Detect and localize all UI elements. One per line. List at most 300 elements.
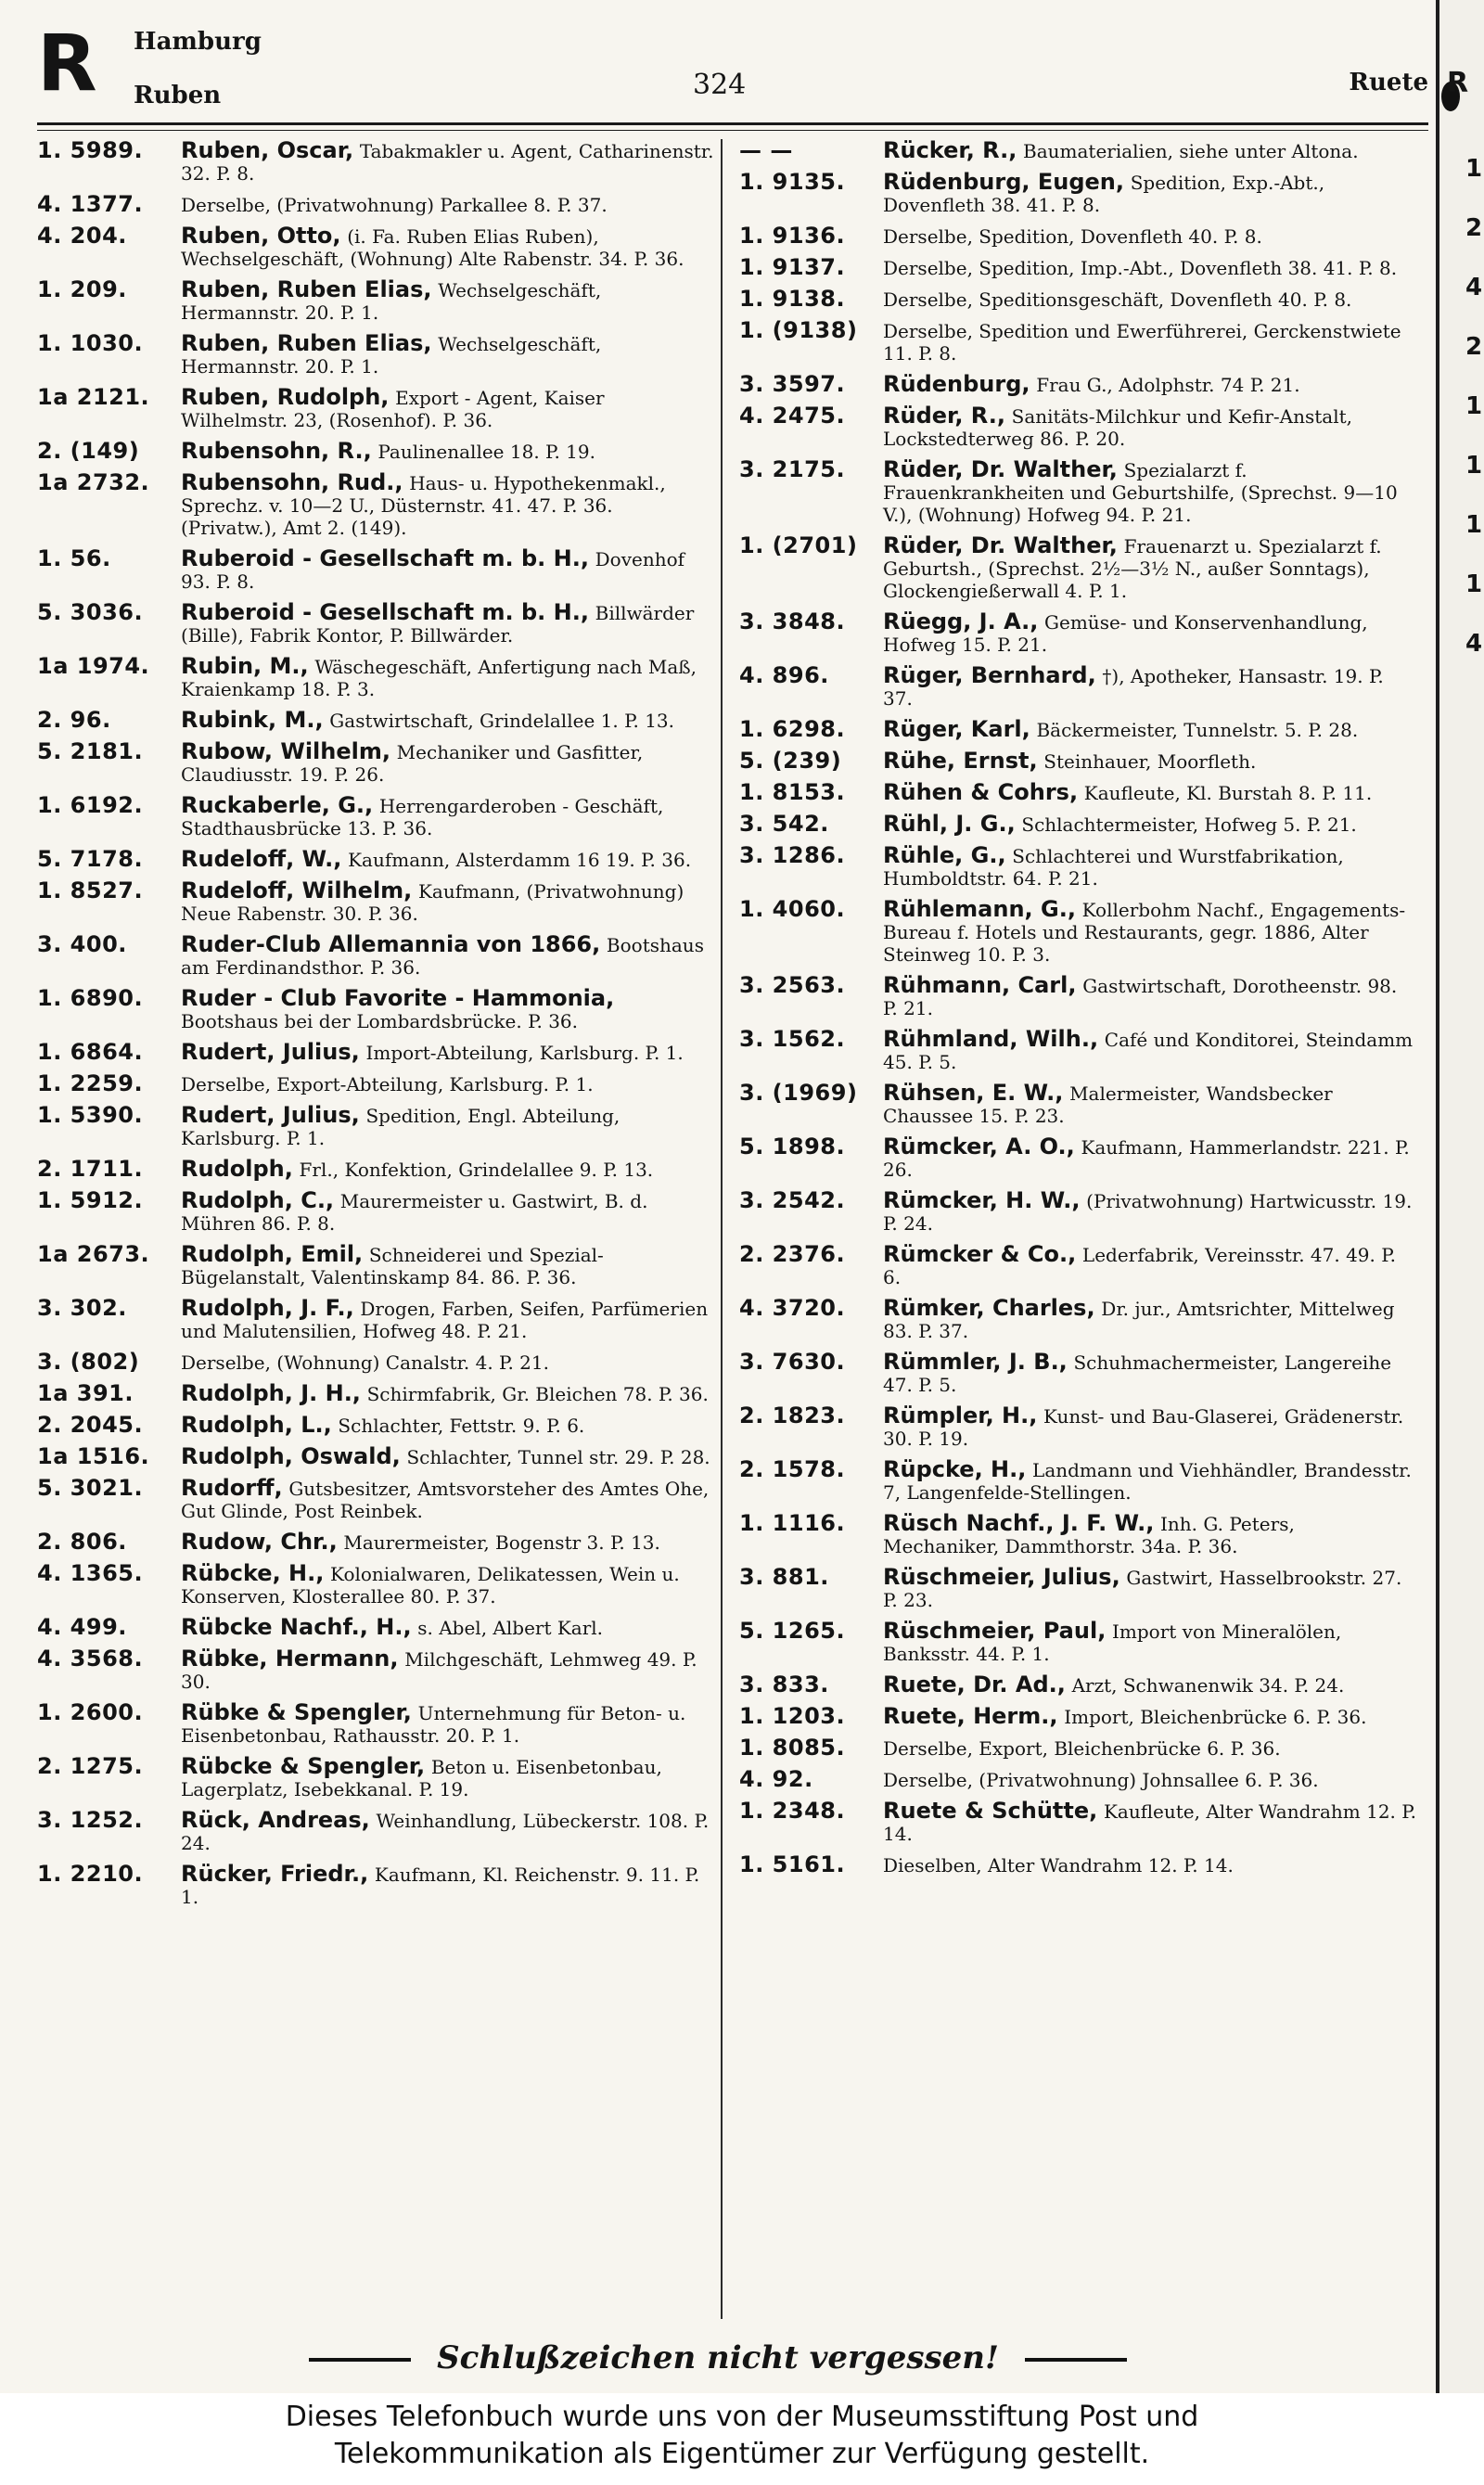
phone-number: 1. 5989.	[37, 137, 144, 163]
directory-entry	[37, 1701, 714, 1747]
entry-name: Rühsen, E. W.,	[883, 1080, 1064, 1106]
directory-entry	[739, 844, 1416, 890]
phone-number: 1. 4060.	[739, 896, 846, 922]
entry-details: Dr. jur., Amtsrichter, Mittelweg 83. P. 37.	[883, 1298, 1395, 1342]
reminder-dash-left	[309, 2358, 411, 2362]
phone-number: 5. 1265.	[739, 1618, 846, 1644]
entry-details: Drogen, Farben, Seifen, Parfümerien und Malutensilien, Hofweg 48. P. 21.	[181, 1298, 709, 1342]
directory-entry	[37, 601, 714, 647]
directory-entry	[739, 534, 1416, 602]
entry-details: Derselbe, Export-Abteilung, Karlsburg. P. 1.	[181, 1073, 594, 1095]
directory-entry	[37, 1414, 714, 1437]
entry-details: Export - Agent, Kaiser Wilhelmstr. 23, (Rosenhof). P. 36.	[181, 387, 605, 431]
entry-details: Kollerbohm Nachf., Engagements-Bureau f. Hotels und Restaurants, gegr. 1886, Alter Steinweg 10. P. 3.	[883, 899, 1406, 966]
phone-number: 1. 6890.	[37, 985, 144, 1011]
entry-name: Rudolph, Emil,	[181, 1241, 364, 1267]
entry-details: Sanitäts-Milchkur und Kefir-Anstalt, Lockstedterweg 86. P. 20.	[883, 405, 1353, 450]
directory-entry	[37, 740, 714, 786]
phone-number: 1. 8527.	[37, 877, 144, 903]
directory-entry	[739, 1768, 1416, 1791]
entry-details: Frauenarzt u. Spezialarzt f. Geburtsh., (Sprechst. 2½—3½ N., außer Sonntags), Glockengießerwall 4. P. 1.	[883, 535, 1382, 602]
directory-entry	[739, 1673, 1416, 1697]
phone-number: 1a 391.	[37, 1380, 134, 1406]
phone-number: 3. (802)	[37, 1349, 140, 1375]
phone-number: 3. 833.	[739, 1672, 829, 1697]
right-column	[739, 139, 1416, 1885]
entry-name: Ruberoid - Gesellschaft m. b. H.,	[181, 545, 589, 571]
phone-number: 5. 3021.	[37, 1475, 144, 1501]
entry-details: Schlachter, Tunnel str. 29. P. 28.	[406, 1446, 710, 1468]
directory-entry	[739, 813, 1416, 836]
phone-number: 1. 1116.	[739, 1510, 846, 1536]
phone-number: 4. 1365.	[37, 1560, 144, 1586]
entry-name: Ruder - Club Favorite - Hammonia,	[181, 985, 615, 1011]
header-rule	[37, 122, 1428, 125]
entry-name: Rüegg, J. A.,	[883, 608, 1039, 634]
header-city: Hamburg	[134, 28, 262, 56]
directory-entry	[37, 1382, 714, 1405]
phone-number: 3. 881.	[739, 1564, 829, 1590]
directory-entry	[37, 193, 714, 216]
phone-number: 1. 1203.	[739, 1703, 846, 1729]
entry-name: Rühlemann, G.,	[883, 896, 1076, 922]
directory-entry	[37, 1863, 714, 1908]
entry-name: Rück, Andreas,	[181, 1807, 370, 1833]
adjacent-page-number: 1	[1465, 570, 1483, 598]
entry-name: Rücker, R.,	[883, 137, 1017, 163]
phone-number: 1. 5390.	[37, 1102, 144, 1128]
adjacent-page-number: 1	[1465, 155, 1483, 183]
directory-entry	[37, 1562, 714, 1608]
entry-details: Malermeister, Wandsbecker Chaussee 15. P. 23.	[883, 1082, 1333, 1127]
entry-details: Kaufmann, (Privatwohnung) Neue Rabenstr. 30. P. 36.	[181, 880, 684, 925]
entry-name: Ruete & Schütte,	[883, 1798, 1098, 1824]
directory-entry	[37, 1477, 714, 1522]
entry-details: Frau G., Adolphstr. 74 P. 21.	[1036, 374, 1300, 396]
entry-name: Rüger, Karl,	[883, 716, 1030, 742]
phone-number: 1. 2259.	[37, 1070, 144, 1096]
directory-entry	[739, 1135, 1416, 1181]
header-rule-thin	[37, 130, 1428, 131]
directory-entry	[739, 1458, 1416, 1504]
entry-name: Rubensohn, Rud.,	[181, 469, 403, 495]
entry-details: Derselbe, (Wohnung) Canalstr. 4. P. 21.	[181, 1351, 549, 1374]
directory-entry	[739, 319, 1416, 365]
left-column	[37, 139, 714, 1916]
phone-number: 2. 1711.	[37, 1156, 144, 1182]
entry-name: Ruben, Oscar,	[181, 137, 354, 163]
phone-number: 5. 1898.	[739, 1134, 846, 1159]
phone-number: 5. (239)	[739, 748, 842, 774]
entry-name: Rudert, Julius,	[181, 1102, 360, 1128]
entry-name: Rüpcke, H.,	[883, 1456, 1027, 1482]
entry-details: Kaufmann, Hammerlandstr. 221. P. 26.	[883, 1136, 1410, 1181]
entry-details: Schlachter, Fettstr. 9. P. 6.	[338, 1415, 585, 1437]
entry-name: Rüdenburg, Eugen,	[883, 169, 1125, 195]
directory-entry	[37, 1755, 714, 1800]
phone-number: 1. 6298.	[739, 716, 846, 742]
directory-entry	[739, 1404, 1416, 1450]
phone-number: — —	[739, 137, 793, 163]
directory-entry	[739, 610, 1416, 656]
entry-name: Rühl, J. G.,	[883, 811, 1016, 837]
directory-entry	[739, 1082, 1416, 1127]
directory-entry	[37, 1445, 714, 1468]
phone-number: 5. 7178.	[37, 846, 144, 872]
entry-details: Dieselben, Alter Wandrahm 12. P. 14.	[883, 1854, 1234, 1877]
entry-name: Rüder, R.,	[883, 403, 1005, 429]
entry-name: Rümcker, H. W.,	[883, 1187, 1081, 1213]
entry-details: Baumaterialien, siehe unter Altona.	[1023, 140, 1359, 162]
phone-number: 3. 400.	[37, 931, 127, 957]
entry-name: Rüschmeier, Julius,	[883, 1564, 1120, 1590]
entry-details: Bäckermeister, Tunnelstr. 5. P. 28.	[1036, 719, 1359, 741]
directory-entry	[37, 933, 714, 979]
entry-name: Rübcke Nachf., H.,	[181, 1614, 412, 1640]
entry-name: Rücker, Friedr.,	[181, 1861, 369, 1887]
entry-details: Mechaniker und Gasfitter, Claudiusstr. 19. P. 26.	[181, 741, 644, 786]
entry-details: Import von Mineralölen, Banksstr. 44. P. 1.	[883, 1620, 1342, 1665]
entry-name: Rühmann, Carl,	[883, 972, 1077, 998]
phone-number: 1. 56.	[37, 545, 111, 571]
phone-number: 1. 8085.	[739, 1735, 846, 1761]
directory-entry	[739, 781, 1416, 804]
phone-number: 2. 806.	[37, 1529, 127, 1555]
directory-entry	[37, 547, 714, 593]
entry-details: Landmann und Viehhändler, Brandesstr. 7, Langenfelde-Stellingen.	[883, 1459, 1412, 1504]
entry-name: Rudow, Chr.,	[181, 1529, 338, 1555]
page-header	[37, 19, 1428, 130]
entry-name: Rudolph, L.,	[181, 1412, 332, 1438]
phone-number: 3. (1969)	[739, 1080, 858, 1106]
entry-details: s. Abel, Albert Karl.	[417, 1617, 604, 1639]
directory-entry	[739, 224, 1416, 248]
adjacent-page-letter: R	[1447, 67, 1469, 99]
entry-details: Schlachterei und Wurstfabrikation, Humboldtstr. 64. P. 21.	[883, 845, 1344, 890]
directory-entry	[37, 1158, 714, 1181]
directory-entry	[37, 278, 714, 324]
directory-entry	[37, 386, 714, 431]
directory-entry	[739, 974, 1416, 1019]
notice-line-1: Dieses Telefonbuch wurde uns von der Museumsstiftung Post und	[285, 2401, 1199, 2433]
entry-name: Rudert, Julius,	[181, 1039, 360, 1065]
directory-entry	[739, 1853, 1416, 1877]
phone-number: 4. 499.	[37, 1614, 127, 1640]
entry-details: Haus- u. Hypothekenmakl., Sprechz. v. 10—2 U., Düsternstr. 41. 47. P. 36. (Privatw.), Amt 2. (149).	[181, 472, 666, 539]
adjacent-page-number: 2	[1465, 333, 1483, 361]
phone-number: 4. 2475.	[739, 403, 846, 429]
entry-details: Bootshaus bei der Lombardsbrücke. P. 36.	[181, 1010, 579, 1032]
directory-entry	[739, 1028, 1416, 1073]
directory-entry	[739, 458, 1416, 526]
directory-entry	[37, 1809, 714, 1854]
phone-number: 1. 209.	[37, 276, 127, 302]
page-number: 324	[693, 69, 747, 101]
phone-number: 1. 2348.	[739, 1798, 846, 1824]
entry-name: Rümker, Charles,	[883, 1295, 1095, 1321]
entry-details: Wechselgeschäft, Hermannstr. 20. P. 1.	[181, 333, 602, 378]
phone-number: 4. 204.	[37, 223, 127, 249]
phone-number: 1. 8153.	[739, 779, 846, 805]
entry-name: Rüdenburg,	[883, 371, 1030, 397]
entry-details: Kaufleute, Kl. Burstah 8. P. 11.	[1083, 782, 1373, 804]
phone-number: 3. 2542.	[739, 1187, 846, 1213]
adjacent-page-number: 4	[1465, 630, 1483, 658]
phone-number: 1a 2121.	[37, 384, 150, 410]
entry-details: Lederfabrik, Vereinsstr. 47. 49. P. 6.	[883, 1244, 1396, 1288]
phone-number: 3. 1252.	[37, 1807, 144, 1833]
reminder-text: Schlußzeichen nicht vergessen!	[437, 2339, 999, 2376]
phone-number: 2. 96.	[37, 707, 111, 733]
entry-name: Rüder, Dr. Walther,	[883, 456, 1118, 482]
directory-entry	[739, 171, 1416, 216]
directory-entry	[37, 1647, 714, 1693]
phone-number: 4. 896.	[739, 662, 829, 688]
reminder-line	[0, 2339, 1436, 2376]
directory-entry	[37, 1072, 714, 1095]
entry-details: Tabakmakler u. Agent, Catharinenstr. 32. P. 8.	[181, 140, 714, 185]
entry-name: Rubink, M.,	[181, 707, 324, 733]
entry-name: Ruben, Otto,	[181, 223, 341, 249]
entry-details: Frl., Konfektion, Grindelallee 9. P. 13.	[299, 1159, 654, 1181]
entry-details: Spedition, Exp.-Abt., Dovenfleth 38. 41. P. 8.	[883, 172, 1325, 216]
phone-number: 3. 2175.	[739, 456, 846, 482]
phone-number: 1. 9135.	[739, 169, 846, 195]
entry-details: (i. Fa. Ruben Elias Ruben), Wechselgeschäft, (Wohnung) Alte Rabenstr. 34. P. 36.	[181, 225, 684, 270]
entry-details: Paulinenallee 18. P. 19.	[377, 441, 595, 463]
entry-details: Milchgeschäft, Lehmweg 49. P. 30.	[181, 1648, 697, 1693]
directory-entry	[37, 1616, 714, 1639]
entry-details: Kaufmann, Alsterdamm 16 19. P. 36.	[348, 849, 692, 871]
directory-entry	[739, 1566, 1416, 1611]
entry-details: Kolonialwaren, Delikatessen, Wein u. Konserven, Klosterallee 80. P. 37.	[181, 1563, 680, 1608]
entry-details: Derselbe, Export, Bleichenbrücke 6. P. 36.	[883, 1737, 1281, 1760]
phone-number: 3. 1562.	[739, 1026, 846, 1052]
phone-number: 1. 9136.	[739, 223, 846, 249]
entry-details: Maurermeister u. Gastwirt, B. d. Mühren 86. P. 8.	[181, 1190, 648, 1235]
phone-number: 3. 302.	[37, 1295, 127, 1321]
phone-number: 2. 1275.	[37, 1753, 144, 1779]
directory-entry	[37, 1041, 714, 1064]
entry-details: Schuhmachermeister, Langereihe 47. P. 5.	[883, 1351, 1392, 1396]
entry-details: Dovenhof 93. P. 8.	[181, 548, 685, 593]
phone-number: 3. 1286.	[739, 842, 846, 868]
entry-name: Rudorff,	[181, 1475, 283, 1501]
entry-name: Rüder, Dr. Walther,	[883, 532, 1118, 558]
phone-number: 1a 2673.	[37, 1241, 150, 1267]
phone-number: 3. 2563.	[739, 972, 846, 998]
entry-details: Derselbe, Spedition und Ewerführerei, Gerckenstwiete 11. P. 8.	[883, 320, 1401, 365]
directory-entry	[739, 664, 1416, 710]
entry-name: Rümcker, A. O.,	[883, 1134, 1075, 1159]
directory-entry	[37, 1243, 714, 1288]
entry-name: Rubensohn, R.,	[181, 438, 372, 464]
phone-number: 2. 2045.	[37, 1412, 144, 1438]
phone-number: 1a 2732.	[37, 469, 150, 495]
directory-entry	[739, 1512, 1416, 1557]
entry-name: Rudeloff, Wilhelm,	[181, 877, 413, 903]
notice-line-2: Telekommunikation als Eigentümer zur Verfügung gestellt.	[334, 2438, 1150, 2470]
directory-entry	[37, 332, 714, 378]
ownership-notice	[0, 2393, 1484, 2485]
phone-number: 1. 9137.	[739, 254, 846, 280]
entry-details: Maurermeister, Bogenstr 3. P. 13.	[343, 1531, 660, 1554]
entry-details: Wechselgeschäft, Hermannstr. 20. P. 1.	[181, 279, 602, 324]
phone-number: 4. 92.	[739, 1766, 813, 1792]
directory-entry	[37, 1189, 714, 1235]
entry-details: Arzt, Schwanenwik 34. P. 24.	[1071, 1674, 1345, 1697]
entry-details: Import-Abteilung, Karlsburg. P. 1.	[365, 1042, 684, 1064]
entry-details: Derselbe, (Privatwohnung) Johnsallee 6. P. 36.	[883, 1769, 1319, 1791]
entry-details: Kaufmann, Kl. Reichenstr. 9. 11. P. 1.	[181, 1864, 700, 1908]
entry-name: Ruder-Club Allemannia von 1866,	[181, 931, 601, 957]
directory-entry	[37, 848, 714, 871]
entry-name: Rüschmeier, Paul,	[883, 1618, 1107, 1644]
entry-details: Spezialarzt f. Frauenkrankheiten und Geburtshilfe, (Sprechst. 9—10 V.), (Wohnung) Hofweg 94. P. 21.	[883, 459, 1398, 526]
entry-details: Gastwirtschaft, Dorotheenstr. 98. P. 21.	[883, 975, 1398, 1019]
phone-number: 1. 6192.	[37, 792, 144, 818]
header-first-entry: Ruben	[134, 82, 222, 109]
entry-name: Ruberoid - Gesellschaft m. b. H.,	[181, 599, 589, 625]
directory-entry	[37, 1297, 714, 1342]
directory-entry	[37, 1531, 714, 1554]
entry-name: Rümcker & Co.,	[883, 1241, 1077, 1267]
phone-number: 1. 2210.	[37, 1861, 144, 1887]
directory-entry	[739, 718, 1416, 741]
directory-entry	[739, 256, 1416, 279]
entry-name: Rübcke, H.,	[181, 1560, 325, 1586]
entry-name: Rudolph, Oswald,	[181, 1443, 401, 1469]
phone-number: 5. 2181.	[37, 738, 144, 764]
entry-details: Schlachtermeister, Hofweg 5. P. 21.	[1021, 813, 1357, 836]
adjacent-page-numbers	[1465, 139, 1484, 673]
entry-name: Rümmler, J. B.,	[883, 1349, 1068, 1375]
entry-details: (Privatwohnung) Hartwicusstr. 19. P. 24.	[883, 1190, 1413, 1235]
entry-details: Herrengarderoben - Geschäft, Stadthausbrücke 13. P. 36.	[181, 795, 664, 839]
entry-name: Ruete, Dr. Ad.,	[883, 1672, 1066, 1697]
phone-number: 2. 1578.	[739, 1456, 846, 1482]
entry-name: Ruben, Ruben Elias,	[181, 276, 432, 302]
directory-entry	[37, 879, 714, 925]
directory-entry	[739, 1620, 1416, 1665]
phone-number: 2. 1823.	[739, 1403, 846, 1428]
entry-details: †), Apotheker, Hansastr. 19. P. 37.	[883, 665, 1384, 710]
phone-number: 1. 1030.	[37, 330, 144, 356]
entry-details: Weinhandlung, Lübeckerstr. 108. P. 24.	[181, 1810, 710, 1854]
phone-number: 3. 3848.	[739, 608, 846, 634]
directory-entry	[739, 1297, 1416, 1342]
directory-entry	[739, 1800, 1416, 1845]
directory-entry	[739, 288, 1416, 311]
directory-entry	[739, 1736, 1416, 1760]
adjacent-page-number: 1	[1465, 392, 1483, 420]
phone-number: 1. 6864.	[37, 1039, 144, 1065]
entry-name: Rudolph, J. F.,	[181, 1295, 354, 1321]
adjacent-page-number: 1	[1465, 511, 1483, 539]
directory-entry	[739, 404, 1416, 450]
entry-name: Ruben, Rudolph,	[181, 384, 390, 410]
entry-details: Steinhauer, Moorfleth.	[1043, 750, 1257, 773]
directory-entry	[37, 1104, 714, 1149]
entry-name: Rübke, Hermann,	[181, 1646, 399, 1672]
directory-entry	[739, 749, 1416, 773]
directory-entry	[739, 1189, 1416, 1235]
phone-number: 1. 5912.	[37, 1187, 144, 1213]
directory-entry	[739, 373, 1416, 396]
phone-number: 5. 3036.	[37, 599, 144, 625]
entry-details: Wäschegeschäft, Anfertigung nach Maß, Kraienkamp 18. P. 3.	[181, 656, 697, 700]
entry-details: Café und Konditorei, Steindamm 45. P. 5.	[883, 1029, 1414, 1073]
directory-entry	[37, 1351, 714, 1374]
phone-number: 3. 542.	[739, 811, 829, 837]
phone-number: 1. (9138)	[739, 317, 858, 343]
entry-details: Inh. G. Peters, Mechaniker, Dammthorstr. 34a. P. 36.	[883, 1513, 1295, 1557]
directory-entry	[739, 1705, 1416, 1728]
directory-entry	[37, 794, 714, 839]
phone-number: 1. (2701)	[739, 532, 858, 558]
entry-name: Rübke & Spengler,	[181, 1699, 412, 1725]
entry-details: Kaufleute, Alter Wandrahm 12. P. 14.	[883, 1800, 1417, 1845]
phone-number: 4. 1377.	[37, 191, 144, 217]
entry-name: Rudeloff, W.,	[181, 846, 342, 872]
directory-entry	[37, 655, 714, 700]
header-last-entry: Ruete	[1349, 69, 1428, 96]
directory-entry	[37, 139, 714, 185]
entry-details: Schirmfabrik, Gr. Bleichen 78. P. 36.	[366, 1383, 709, 1405]
entry-details: Import, Bleichenbrücke 6. P. 36.	[1064, 1706, 1367, 1728]
phone-number: 1a 1516.	[37, 1443, 150, 1469]
entry-name: Rubin, M.,	[181, 653, 309, 679]
directory-entry	[37, 224, 714, 270]
entry-name: Rudolph, C.,	[181, 1187, 335, 1213]
phone-number: 2. (149)	[37, 438, 140, 464]
phone-number: 3. 7630.	[739, 1349, 846, 1375]
phone-number: 1a 1974.	[37, 653, 150, 679]
directory-entry	[739, 139, 1416, 162]
entry-name: Rühle, G.,	[883, 842, 1006, 868]
entry-name: Rümpler, H.,	[883, 1403, 1038, 1428]
reminder-dash-right	[1025, 2358, 1127, 2362]
entry-name: Rübcke & Spengler,	[181, 1753, 426, 1779]
entry-details: Spedition, Engl. Abteilung, Karlsburg. P. 1.	[181, 1105, 620, 1149]
entry-name: Rubow, Wilhelm,	[181, 738, 390, 764]
phone-number: 2. 2376.	[739, 1241, 846, 1267]
entry-name: Rühe, Ernst,	[883, 748, 1038, 774]
adjacent-page-number: 4	[1465, 274, 1483, 301]
directory-entry	[739, 1351, 1416, 1396]
entry-details: Derselbe, Speditionsgeschäft, Dovenfleth 40. P. 8.	[883, 288, 1352, 311]
phone-number: 3. 3597.	[739, 371, 846, 397]
entry-name: Rüger, Bernhard,	[883, 662, 1096, 688]
phone-number: 4. 3720.	[739, 1295, 846, 1321]
entry-details: Gastwirtschaft, Grindelallee 1. P. 13.	[329, 710, 674, 732]
entry-details: Gastwirt, Hasselbrookstr. 27. P. 23.	[883, 1567, 1402, 1611]
section-letter: R	[37, 18, 97, 109]
directory-entry	[37, 987, 714, 1032]
entry-name: Ruckaberle, G.,	[181, 792, 374, 818]
entry-name: Rühmland, Wilh.,	[883, 1026, 1099, 1052]
directory-entry	[37, 709, 714, 732]
adjacent-page-edge	[1436, 0, 1484, 2393]
entry-details: Gemüse- und Konservenhandlung, Hofweg 15. P. 21.	[883, 611, 1368, 656]
directory-entry	[37, 471, 714, 539]
entry-name: Ruben, Ruben Elias,	[181, 330, 432, 356]
phone-number: 1. 5161.	[739, 1851, 846, 1877]
entry-name: Rudolph, J. H.,	[181, 1380, 361, 1406]
entry-name: Rüsch Nachf., J. F. W.,	[883, 1510, 1155, 1536]
entry-details: Derselbe, (Privatwohnung) Parkallee 8. P. 37.	[181, 194, 608, 216]
phone-number: 1. 9138.	[739, 286, 846, 312]
